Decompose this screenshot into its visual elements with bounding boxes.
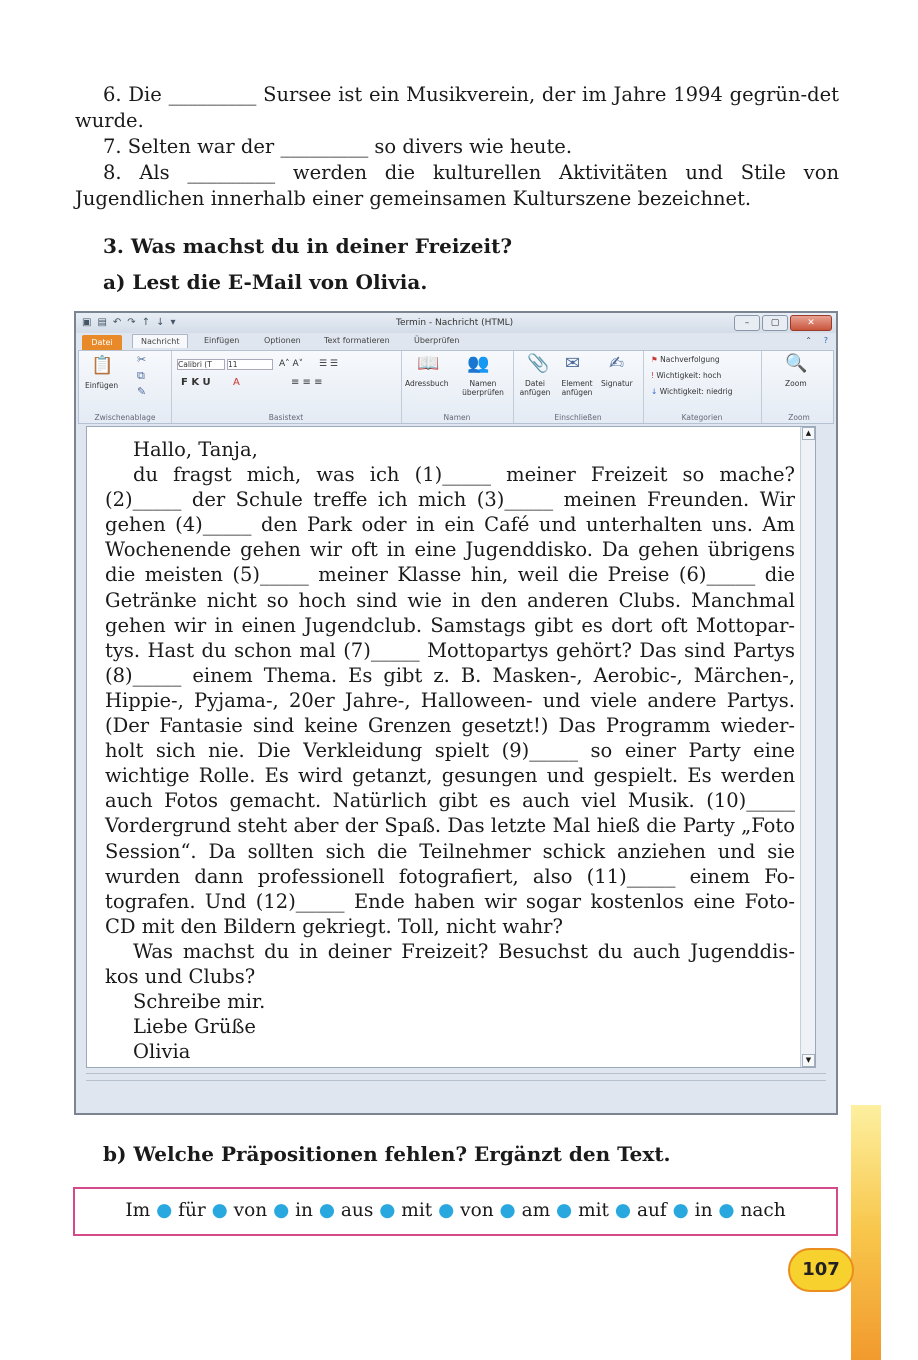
tab-file[interactable]: Datei (82, 335, 122, 350)
scroll-down-icon[interactable]: ▼ (802, 1054, 815, 1067)
check-names-icon[interactable]: 👥 (467, 353, 490, 374)
up-arrow-icon[interactable]: ↑ (141, 317, 151, 328)
include-label: Einschließen (554, 413, 602, 422)
high-importance-label: Wichtigkeit: hoch (656, 371, 722, 380)
attach-file-button[interactable]: Datei anfügen (519, 379, 551, 397)
tab-message[interactable]: Nachricht (132, 334, 188, 348)
grow-font-icon[interactable]: A˄ A˅ (279, 359, 304, 369)
heading-part-b: b) Welche Präpositionen fehlen? Ergänzt den Text. (103, 1142, 671, 1166)
followup-button[interactable] (651, 355, 720, 364)
word-9: mit (578, 1200, 609, 1221)
email-text (105, 437, 795, 1064)
bullets-icon[interactable]: ☰ ☰ (319, 359, 338, 369)
zoom-button[interactable]: Zoom (785, 379, 807, 388)
save-icon[interactable]: ▤ (97, 317, 107, 328)
help-icon[interactable]: ? (823, 336, 828, 345)
paste-button[interactable]: Einfügen (85, 381, 119, 390)
paste-icon[interactable]: 📋 (91, 355, 114, 376)
outlook-icon[interactable]: ▣ (82, 317, 92, 328)
zoom-icon[interactable]: 🔍 (785, 353, 808, 374)
clipboard-label: Zwischenablage (94, 413, 156, 422)
minimize-ribbon-icon[interactable]: ⌃ (805, 336, 812, 345)
bold-italic-underline-icon[interactable]: F K U (181, 377, 211, 388)
quick-access-toolbar (82, 317, 176, 328)
dot-icon: ● (273, 1200, 290, 1221)
letter-question: Was machst du in deiner Freizeit? Besuchst du auch Jugenddis-kos und Clubs? (105, 939, 795, 988)
font-color-icon[interactable]: A (233, 377, 240, 388)
font-name-select[interactable]: Calibri (T (177, 359, 225, 370)
exercise-line-7: 7. Selten war der _________ so divers wie heute. (103, 135, 573, 158)
email-window (74, 311, 838, 1115)
word-10: auf (636, 1200, 667, 1221)
group-include (513, 351, 644, 423)
attach-item-button[interactable]: Element anfügen (561, 379, 593, 397)
close-button[interactable]: ✕ (790, 315, 832, 331)
word-2: für (178, 1200, 206, 1221)
low-importance-button[interactable] (651, 387, 732, 396)
dot-icon: ● (718, 1200, 735, 1221)
window-title: Termin - Nachricht (HTML) (396, 318, 514, 328)
ribbon-tabs (76, 333, 836, 350)
exclamation-icon: ! (651, 371, 655, 380)
group-basic-text (171, 351, 402, 423)
group-names (401, 351, 514, 423)
align-icon[interactable]: ≡ ≡ ≡ (291, 377, 323, 388)
tab-format-text[interactable]: Text formatieren (324, 336, 390, 345)
attach-item-icon[interactable]: ✉ (565, 353, 581, 374)
letter-write: Schreibe mir. (133, 990, 266, 1014)
tab-options[interactable]: Optionen (264, 336, 301, 345)
word-11: in (694, 1200, 713, 1221)
dot-icon: ● (438, 1200, 455, 1221)
title-bar (76, 313, 836, 333)
group-zoom (761, 351, 837, 423)
word-3: von (233, 1200, 268, 1221)
minimize-button[interactable]: – (734, 315, 760, 331)
letter-regards: Liebe Grüße (133, 1015, 256, 1039)
copy-icon[interactable]: ⧉ (137, 369, 145, 382)
heading-part-a: a) Lest die E-Mail von Olivia. (103, 270, 428, 294)
zoom-label: Zoom (788, 413, 810, 422)
flag-icon: ⚑ (651, 355, 658, 364)
dot-icon: ● (499, 1200, 516, 1221)
redo-icon[interactable]: ↷ (127, 317, 136, 328)
cut-icon[interactable]: ✂ (137, 353, 147, 366)
dot-icon: ● (614, 1200, 632, 1221)
exercise-line-8: 8. Als _________ werden die kulturellen Aktivitäten und Stile von Jugendlichen innerhalb einer gemeinsamen Kulturszene bezeichnet. (75, 161, 839, 210)
followup-label: Nachverfolgung (660, 355, 720, 364)
dot-icon: ● (318, 1200, 335, 1221)
word-4: in (295, 1200, 313, 1221)
word-12: nach (740, 1200, 786, 1221)
vertical-scrollbar[interactable] (800, 427, 815, 1067)
address-book-button[interactable]: Adressbuch (405, 379, 449, 388)
high-importance-button[interactable] (651, 371, 721, 380)
page-number: 107 (788, 1248, 854, 1292)
message-body[interactable] (86, 426, 816, 1068)
dot-icon: ● (211, 1200, 228, 1221)
tab-insert[interactable]: Einfügen (204, 336, 240, 345)
word-6: mit (401, 1200, 433, 1221)
address-book-icon[interactable]: 📖 (417, 353, 440, 374)
signature-icon[interactable]: ✍ (609, 353, 625, 374)
signature-button[interactable]: Signatur (601, 379, 633, 388)
format-painter-icon[interactable]: ✎ (137, 385, 147, 398)
dot-icon: ● (156, 1200, 173, 1221)
dot-icon: ● (379, 1200, 396, 1221)
dot-icon: ● (556, 1200, 573, 1221)
font-size-select[interactable]: 11 (227, 359, 273, 370)
attach-file-icon[interactable]: 📎 (527, 353, 550, 374)
customize-icon[interactable]: ▾ (170, 317, 176, 328)
check-names-button[interactable]: Namen überprüfen (462, 379, 504, 397)
ribbon (78, 350, 834, 424)
letter-signature-name: Olivia (133, 1040, 191, 1064)
greeting: Hallo, Tanja, (133, 438, 258, 461)
group-categories (643, 351, 762, 423)
word-1: Im (125, 1200, 151, 1221)
exercise-line-6: 6. Die _________ Sursee ist ein Musikverein, der im Jahre 1994 gegrün-det wurde. (75, 83, 839, 132)
low-importance-label: Wichtigkeit: niedrig (659, 387, 733, 396)
scroll-up-icon[interactable]: ▲ (802, 427, 815, 440)
dot-icon: ● (672, 1200, 689, 1221)
letter-body: du fragst mich, was ich (1)_____ meiner Freizeit so mache? (2)_____ der Schule treffe ich mich (3)_____ meinen Freunden. Wir gehen (4)_____ den Park oder in ein Café und unterhalten uns. Am Wochenende gehen wir oft in eine Jugenddisko. Da gehen übrigens die meisten (5)_____ meiner Klasse hin, weil die Preise (6)_____ die Getränke nicht so hoch sind wie in den anderen Clubs. Manchmal gehen wir in einen Jugendclub. Samstags gibt es dort oft Mottopar-tys. Hast du schon mal (7)_____ Mottopartys gehört? Das sind Partys (8)_____ einem Thema. Es gibt z. B. Masken-, Aerobic-, Märchen-, Hippie-, Pyjama-, 20er Jahre-, Halloween- und viele andere Partys. (Der Fantasie sind keine Grenzen gesetzt!) Das Programm wieder-holt sich nie. Die Verkleidung spielt (9)_____ so einer Party eine wichtige Rolle. Es wird getanzt, gesungen und gespielt. Es werden auch Fotos gemacht. Natürlich gibt es auch viel Musik. (10)_____ Vordergrund steht aber der Spaß. Das letzte Mal hieß die Party „Foto Session“. Da sollten sich die Teilnehmer schick anziehen und sie wurden dann professionell fotografiert, also (11)_____ einem Fo-tografen. Und (12)_____ Ende haben wir sogar kostenlos eine Foto-CD mit den Bildern gekriegt. Toll, nicht wahr? (105, 463, 795, 938)
status-bar (86, 1073, 826, 1081)
page-edge-bar (851, 1105, 881, 1360)
word-box (73, 1187, 838, 1236)
down-arrow-icon: ↓ (651, 387, 658, 396)
maximize-button[interactable]: ▢ (762, 315, 788, 331)
word-5: aus (340, 1200, 374, 1221)
names-label: Namen (443, 413, 471, 422)
word-7: von (460, 1200, 494, 1221)
group-clipboard (79, 351, 172, 423)
word-8: am (521, 1200, 551, 1221)
basic-text-label: Basistext (268, 413, 304, 422)
tab-review[interactable]: Überprüfen (414, 336, 460, 345)
heading-exercise-3: 3. Was machst du in deiner Freizeit? (103, 234, 513, 258)
undo-icon[interactable]: ↶ (112, 317, 122, 328)
down-arrow-icon[interactable]: ↓ (156, 317, 165, 328)
categories-label: Kategorien (681, 413, 723, 422)
